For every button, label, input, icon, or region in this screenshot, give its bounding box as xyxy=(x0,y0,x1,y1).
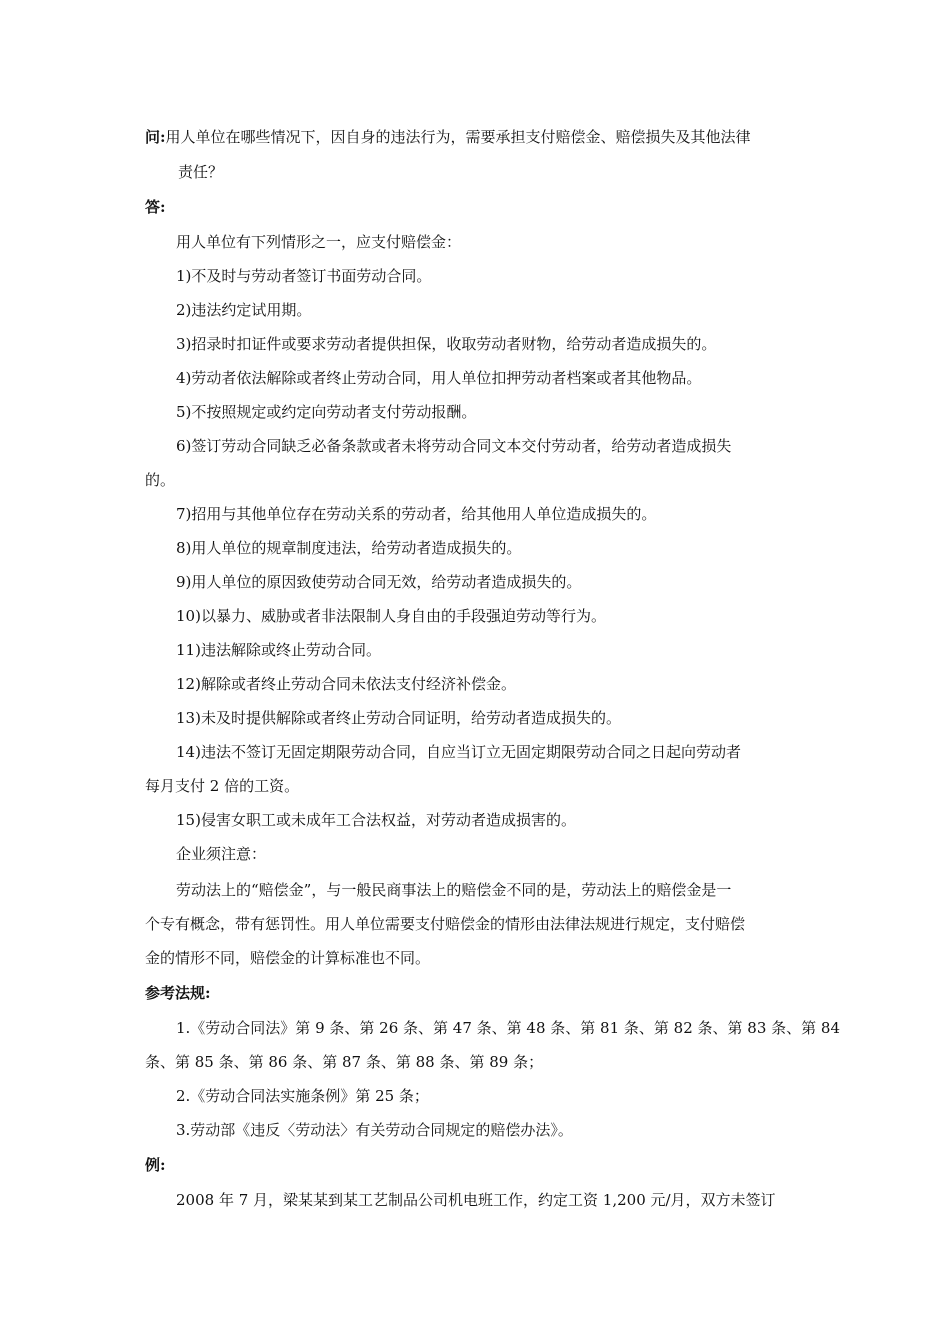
answer-item: 1)不及时与劳动者签订书面劳动合同。 xyxy=(176,267,432,285)
question-label: 问: xyxy=(145,128,166,146)
answer-item: 3)招录时扣证件或要求劳动者提供担保，收取劳动者财物，给劳动者造成损失的。 xyxy=(176,335,717,353)
note-line: 劳动法上的“赔偿金”，与一般民商事法上的赔偿金不同的是，劳动法上的赔偿金是一 xyxy=(176,881,732,899)
answer-item: 9)用人单位的原因致使劳动合同无效，给劳动者造成损失的。 xyxy=(176,573,582,591)
question-line xyxy=(145,127,751,147)
note-title: 企业须注意： xyxy=(176,845,267,863)
answer-item: 2)违法约定试用期。 xyxy=(176,301,312,319)
answer-item: 4)劳动者依法解除或者终止劳动合同，用人单位扣押劳动者档案或者其他物品。 xyxy=(176,369,702,387)
answer-item: 12)解除或者终止劳动合同未依法支付经济补偿金。 xyxy=(176,675,516,693)
answer-item: 11)违法解除或终止劳动合同。 xyxy=(176,641,381,659)
question-text: 用人单位在哪些情况下，因自身的违法行为，需要承担支付赔偿金、赔偿损失及其他法律 xyxy=(165,128,751,146)
reference-line: 1.《劳动合同法》第 9 条、第 26 条、第 47 条、第 48 条、第 81 条、第 82 条、第 83 条、第 84 xyxy=(176,1019,840,1037)
reference-line: 3.劳动部《违反〈劳动法〉有关劳动合同规定的赔偿办法》。 xyxy=(176,1121,573,1139)
answer-item-wrap: 每月支付 2 倍的工资。 xyxy=(145,777,300,795)
answer-label: 答: xyxy=(145,198,166,216)
answer-item: 15)侵害女职工或未成年工合法权益，对劳动者造成损害的。 xyxy=(176,811,576,829)
reference-line: 2.《劳动合同法实施条例》第 25 条； xyxy=(176,1087,429,1105)
answer-item: 7)招用与其他单位存在劳动关系的劳动者，给其他用人单位造成损失的。 xyxy=(176,505,657,523)
question-continuation: 责任？ xyxy=(178,163,224,181)
answer-item: 14)违法不签订无固定期限劳动合同，自应当订立无固定期限劳动合同之日起向劳动者 xyxy=(176,743,741,761)
reference-line: 条、第 85 条、第 86 条、第 87 条、第 88 条、第 89 条； xyxy=(145,1053,544,1071)
note-line: 个专有概念，带有惩罚性。用人单位需要支付赔偿金的情形由法律法规进行规定，支付赔偿 xyxy=(145,915,746,933)
answer-intro: 用人单位有下列情形之一，应支付赔偿金： xyxy=(176,233,462,251)
answer-item: 6)签订劳动合同缺乏必备条款或者未将劳动合同文本交付劳动者，给劳动者造成损失 xyxy=(176,437,732,455)
example-text: 2008 年 7 月，梁某某到某工艺制品公司机电班工作，约定工资 1,200 元/月，双方未签订 xyxy=(176,1191,776,1209)
note-line: 金的情形不同，赔偿金的计算标准也不同。 xyxy=(145,949,431,967)
example-label: 例: xyxy=(145,1156,166,1174)
answer-item: 8)用人单位的规章制度违法，给劳动者造成损失的。 xyxy=(176,539,522,557)
answer-item: 5)不按照规定或约定向劳动者支付劳动报酬。 xyxy=(176,403,477,421)
answer-item-wrap: 的。 xyxy=(145,471,176,489)
answer-item: 13)未及时提供解除或者终止劳动合同证明，给劳动者造成损失的。 xyxy=(176,709,621,727)
references-label: 参考法规: xyxy=(145,984,211,1002)
answer-item: 10)以暴力、威胁或者非法限制人身自由的手段强迫劳动等行为。 xyxy=(176,607,606,625)
